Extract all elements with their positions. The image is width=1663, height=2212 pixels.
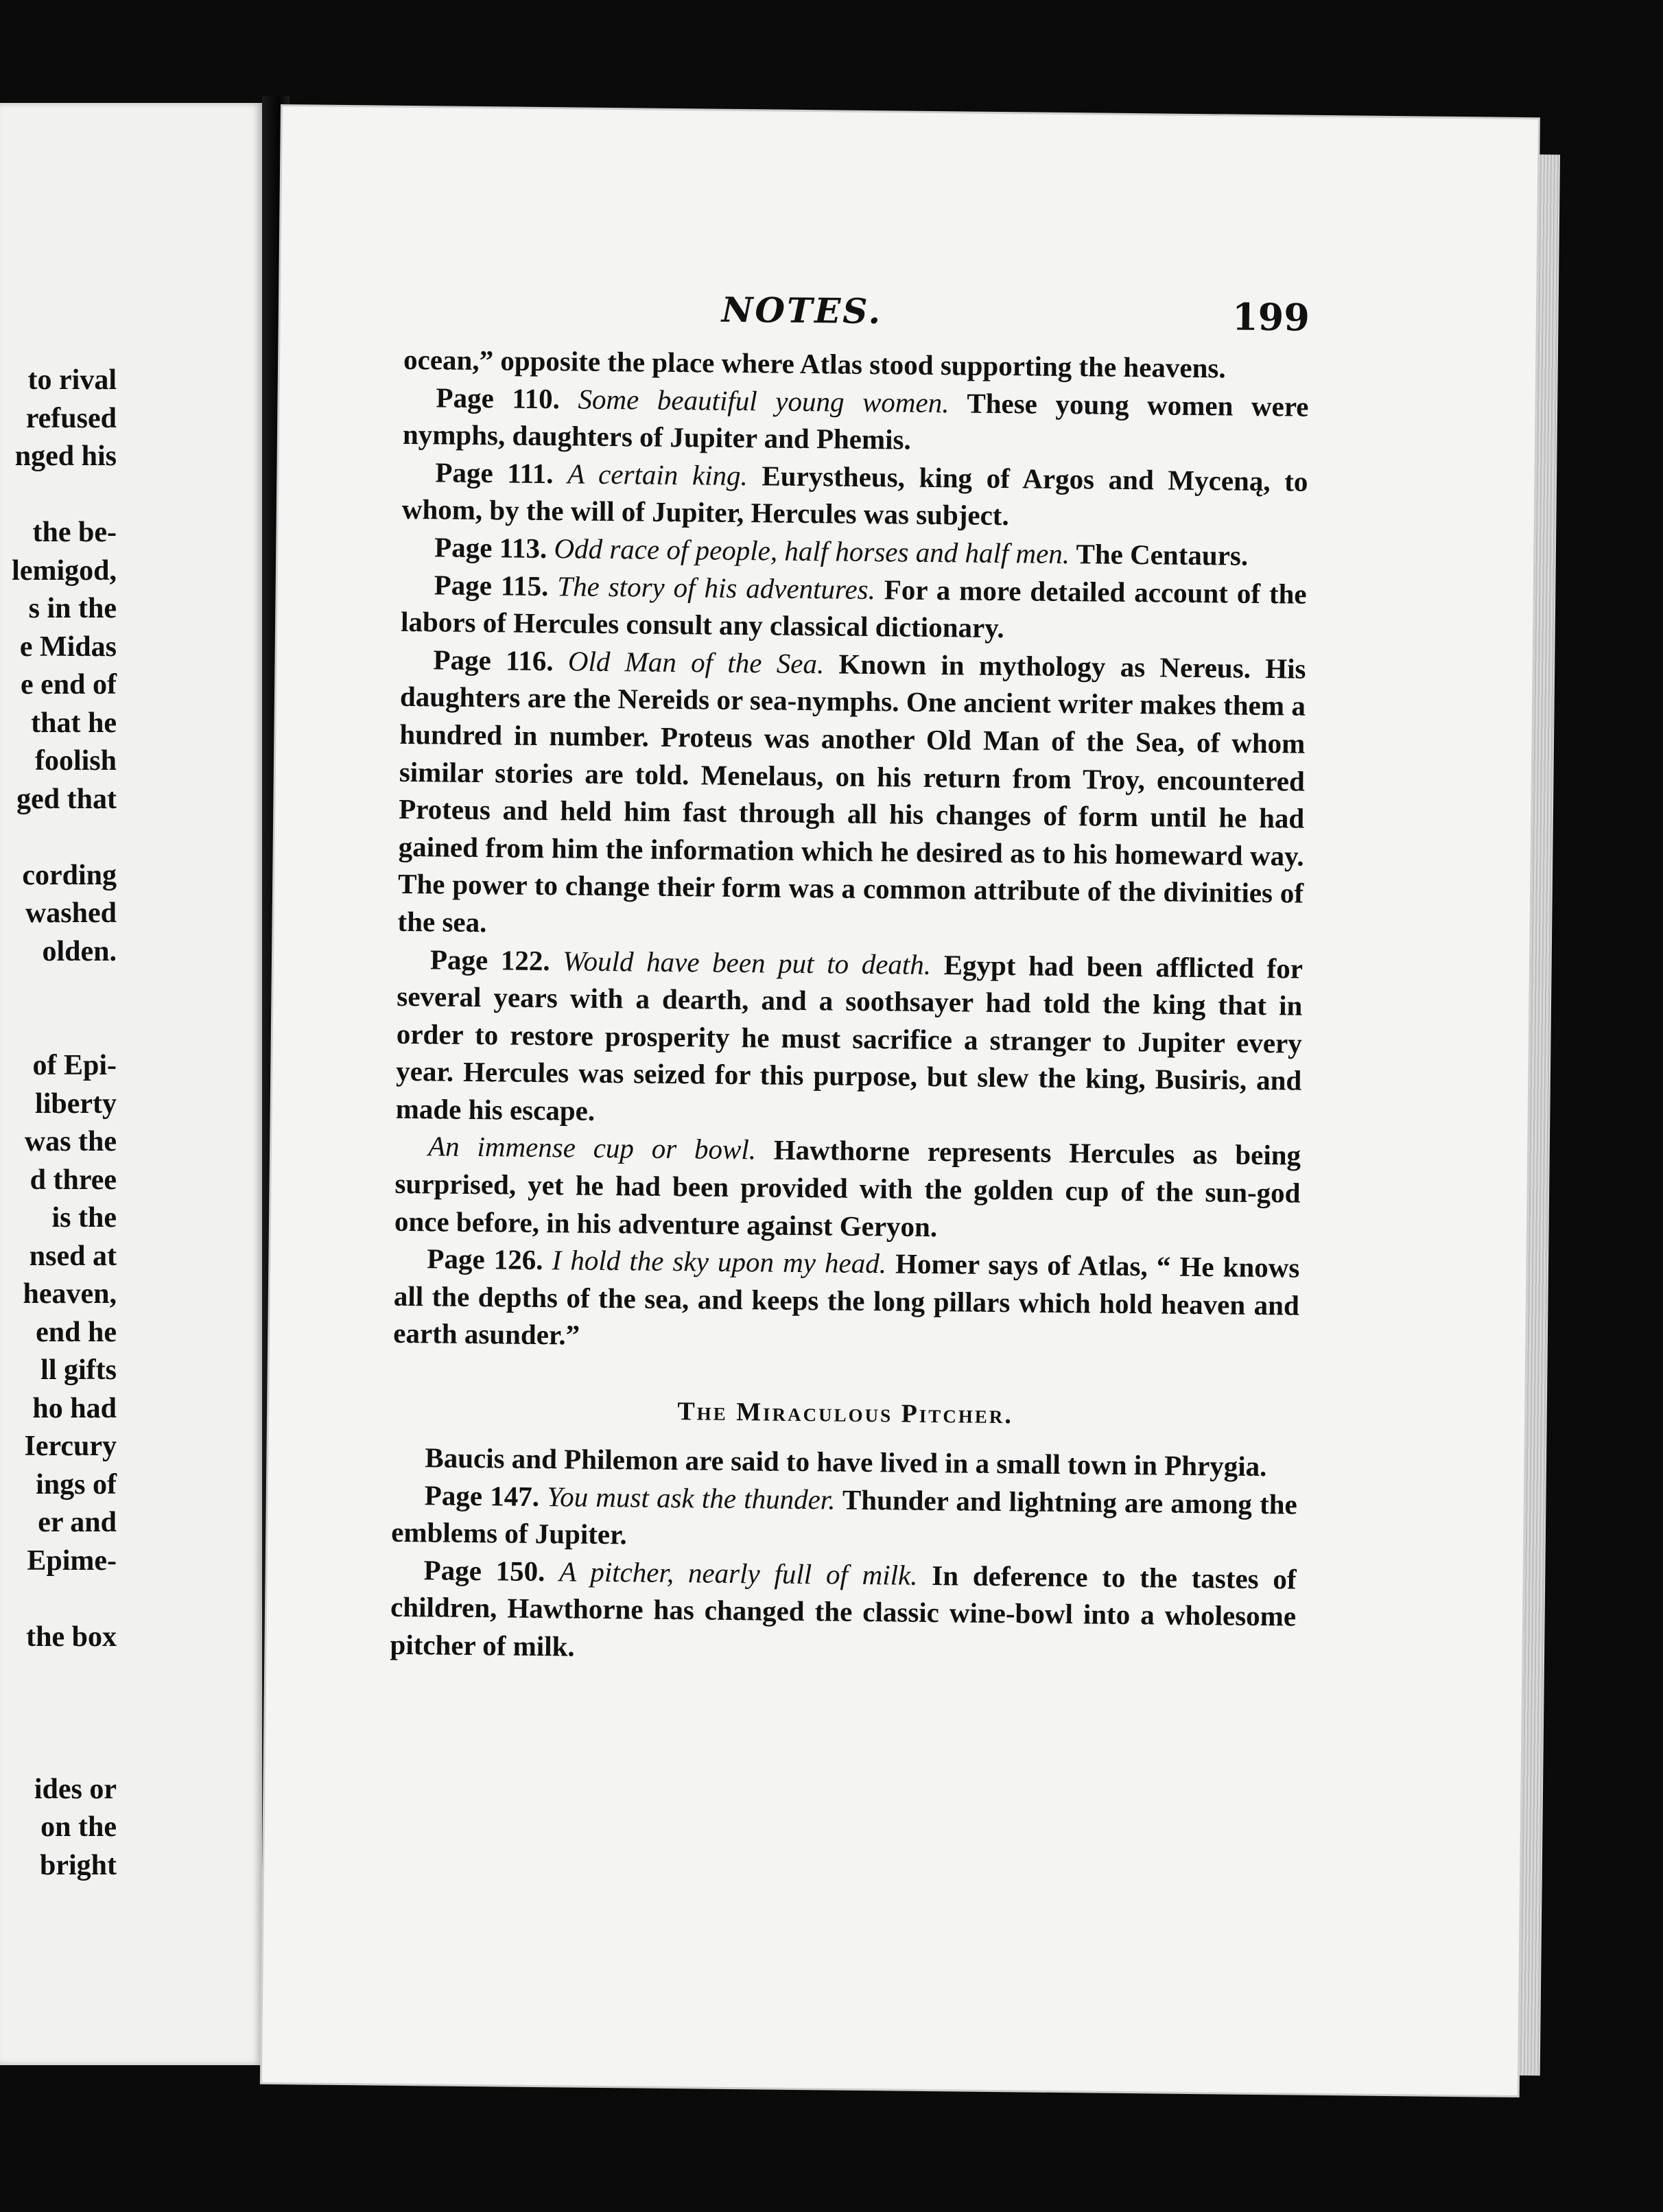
page-reference: Page 150.	[423, 1554, 545, 1587]
left-fragment-line: nged his	[14, 440, 117, 472]
left-fragment-line: bright	[39, 1849, 117, 1881]
left-fragment-line: that he	[31, 707, 117, 739]
note-lemma: Odd race of people, half horses and half men.	[554, 532, 1070, 570]
left-fragment-line: refused	[25, 402, 117, 434]
left-fragment-line: cording	[22, 859, 117, 891]
left-fragment-line: liberty	[35, 1087, 117, 1120]
left-fragment-line: s in the	[28, 593, 117, 624]
left-fragment-line: olden.	[42, 935, 117, 967]
main-page	[262, 106, 1538, 2095]
section-notes-body	[390, 1439, 1297, 1673]
note-text: For a more detailed account of the labors of Hercules consult any classical dictionary.	[400, 573, 1307, 644]
left-page-fragment	[0, 103, 262, 2065]
left-fragment-line: of Epi-	[32, 1050, 117, 1081]
left-fragment-line: ged that	[16, 783, 117, 815]
left-fragment-line: ings of	[36, 1468, 117, 1501]
note-lemma: The story of his adventures.	[557, 569, 876, 605]
note-paragraph	[395, 940, 1303, 1137]
left-fragment-line: is the	[51, 1202, 117, 1234]
left-fragment-line: the be-	[32, 517, 117, 548]
page-reference: Page 111.	[435, 456, 554, 489]
page-content	[390, 286, 1310, 1673]
note-lemma: A certain king.	[567, 458, 748, 491]
page-reference: Page 122.	[429, 943, 550, 976]
left-fragment-line: ll gifts	[40, 1354, 117, 1386]
left-fragment-line: nsed at	[29, 1240, 117, 1272]
note-text: Hawthorne represents Hercules as being surprised, yet he had been provided with the golden cup of the sun-god once before, in his adventure against Geryon.	[394, 1134, 1301, 1243]
note-lemma: Some beautiful young women.	[578, 383, 950, 419]
left-fragment-line: Iercury	[24, 1431, 117, 1462]
left-fragment-line: Epime-	[27, 1544, 117, 1577]
left-fragment-line: e end of	[21, 669, 117, 701]
left-fragment-line: on the	[40, 1811, 117, 1843]
page-reference: Page 126.	[427, 1243, 543, 1276]
page-reference: Page 116.	[433, 644, 554, 676]
left-fragment-line: the box	[26, 1621, 117, 1653]
note-text: ocean,” opposite the place where Atlas stood supporting the heavens.	[403, 343, 1226, 384]
note-paragraph	[391, 1476, 1297, 1560]
left-fragment-line: heaven,	[23, 1278, 117, 1310]
note-text: In deference to the tastes of children, Hawthorne has changed the classic wine-bowl into a wholesome pitcher of milk.	[390, 1559, 1297, 1662]
page-header	[403, 286, 1310, 351]
left-fragment-line: to rival	[27, 364, 117, 396]
note-paragraph	[403, 378, 1309, 462]
note-paragraph	[402, 454, 1308, 538]
left-fragment-line: lemigod,	[12, 554, 117, 587]
left-fragment-line: er and	[38, 1507, 117, 1538]
left-fragment-line: e Midas	[19, 631, 117, 663]
note-text: Egypt had been afflicted for several years with a dearth, and a soothsayer had told the king that in order to restore prosperity he must sacrifice a stranger to Jupiter every year. Hercules was seized for this purpose, but slew the king, Busiris, and made his escape.	[395, 948, 1304, 1127]
note-lemma: Would have been put to death.	[563, 944, 932, 980]
notes-body	[393, 341, 1309, 1362]
note-paragraph	[393, 1240, 1300, 1362]
page-reference: Page 110.	[436, 381, 561, 414]
note-text: Baucis and Philemon are said to have lived in a small town in Phrygia.	[425, 1442, 1267, 1483]
note-text: The Centaurs.	[1076, 538, 1249, 572]
section-title: The Miraculous Pitcher.	[677, 1397, 1014, 1430]
note-lemma: An immense cup or bowl.	[427, 1130, 757, 1166]
note-paragraph	[394, 1127, 1301, 1249]
note-text: These young women were nymphs, daughters of Jupiter and Phemis.	[402, 387, 1309, 456]
note-paragraph	[397, 641, 1306, 950]
left-fragment-line: was the	[24, 1126, 117, 1157]
page-reference: Page 115.	[434, 568, 549, 602]
note-text: Homer says of Atlas, “ He knows all the depths of the sea, and keeps the long pillars which hold heaven and earth asunder.”	[393, 1247, 1300, 1352]
running-head: NOTES.	[721, 289, 883, 332]
note-lemma: I hold the sky upon my head.	[552, 1244, 887, 1280]
left-fragment-line: ides or	[34, 1773, 117, 1805]
left-fragment-line: d three	[30, 1164, 117, 1196]
note-text: Thunder and lightning are among the emblems of Jupiter.	[391, 1483, 1297, 1551]
note-paragraph	[390, 1551, 1297, 1673]
note-lemma: A pitcher, nearly full of milk.	[559, 1555, 918, 1591]
left-fragment-line: foolish	[34, 745, 117, 777]
note-text: Known in mythology as Nereus. His daughters are the Nereids or sea-nymphs. One ancient writer makes them a hundred in number. Proteus was another Old Man of the Sea, of whom similar stories are told. Menelaus, on his return from Troy, encountered Proteus and held him fast through all his changes of form until he had gained from him the information which he desired as to his homeward way. The power to change their form was a common attribute of the divinities of the sea.	[397, 648, 1306, 939]
note-lemma: You must ask the thunder.	[546, 1480, 836, 1516]
note-paragraph	[401, 565, 1307, 650]
page-number: 199	[1231, 294, 1310, 340]
page-reference: Page 147.	[424, 1479, 540, 1512]
page-reference: Page 113.	[434, 531, 547, 565]
left-fragment-line: ho had	[32, 1392, 117, 1424]
note-text: Eurystheus, king of Argos and Myceną, to whom, by the will of Jupiter, Hercules was subject.	[401, 460, 1308, 532]
left-fragment-line: end he	[36, 1316, 117, 1348]
note-lemma: Old Man of the Sea.	[567, 645, 825, 680]
left-fragment-line: washed	[25, 897, 117, 929]
